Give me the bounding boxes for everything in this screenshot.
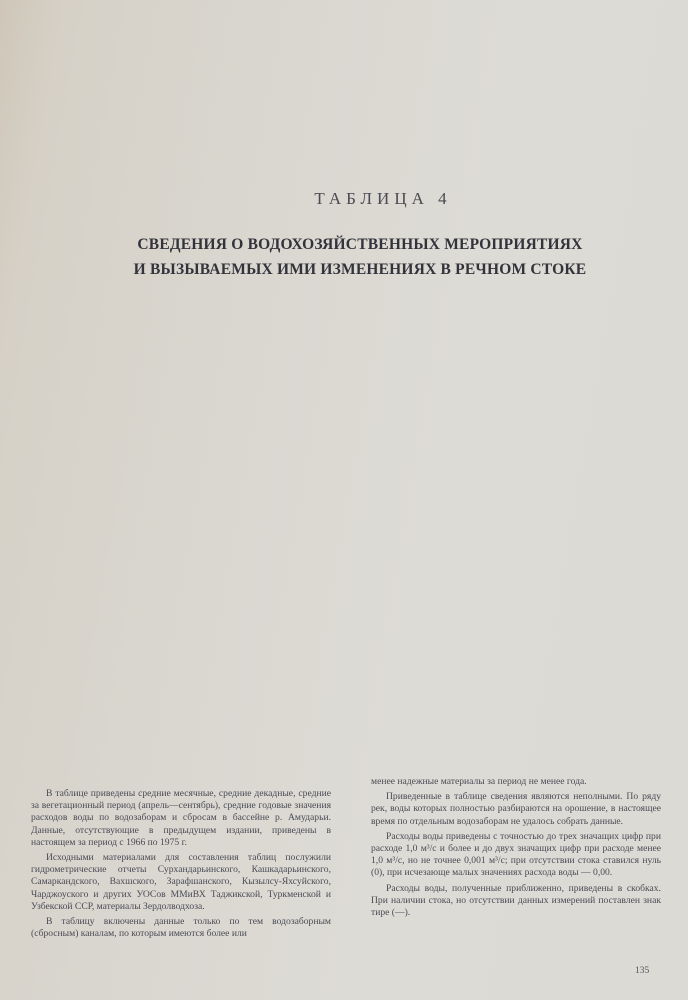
right-column bbox=[371, 776, 661, 943]
paragraph: Приведенные в таблице сведения являются неполными. По ряду рек, воды которых полностью разбираются на орошение, в настоящее время по отдельным водозаборам не удалось собрать данные. bbox=[371, 791, 661, 827]
left-column bbox=[31, 788, 331, 943]
paragraph: В таблицу включены данные только по тем водозаборным (сбросным) каналам, по которым имеются более или bbox=[31, 916, 331, 940]
paragraph: В таблице приведены средние месячные, средние декадные, средние за вегетационный период (апрель—сентябрь), средние годовые значения расходов воды по водозаборам и сбросам в бассейне р. Амударьи. Данные, отсутствующие в предыдущем издании, приведены в настоящем за период с 1966 по 1975 г. bbox=[31, 788, 331, 848]
page-number: 135 bbox=[635, 966, 650, 976]
table-label: ТАБЛИЦА 4 bbox=[314, 189, 452, 208]
title-line-1: СВЕДЕНИЯ О ВОДОХОЗЯЙСТВЕННЫХ МЕРОПРИЯТИЯХ bbox=[137, 236, 583, 253]
page-title bbox=[60, 232, 660, 282]
title-line-2: И ВЫЗЫВАЕМЫХ ИМИ ИЗМЕНЕНИЯХ В РЕЧНОМ СТОКЕ bbox=[133, 261, 587, 278]
body-text-columns bbox=[31, 776, 661, 943]
paragraph: Расходы воды приведены с точностью до трех значащих цифр при расходе 1,0 м³/с и более и до двух значащих цифр при расходе менее 1,0 м³/с, но не точнее 0,001 м³/с; при отсутствии стока ставился нуль (0), при исчезающе малых значениях расхода воды — 0,00. bbox=[371, 830, 661, 879]
paragraph: Исходными материалами для составления таблиц послужили гидрометрические отчеты Сурхандарьинского, Кашкадарьинского, Самаркандского, Вахшского, Зарафшанского, Кызылсу-Яхсуйского, Чарджоуского и других УОСов ММиВХ Таджикской, Туркменской и Узбекской ССР, материалы Зердолводхоза. bbox=[31, 852, 331, 912]
paragraph: Расходы воды, полученные приближенно, приведены в скобках. При наличии стока, но отсутствии данных измерений поставлен знак тире (—). bbox=[371, 882, 661, 919]
paragraph-continuation: менее надежные материалы за период не менее года. bbox=[371, 776, 587, 787]
